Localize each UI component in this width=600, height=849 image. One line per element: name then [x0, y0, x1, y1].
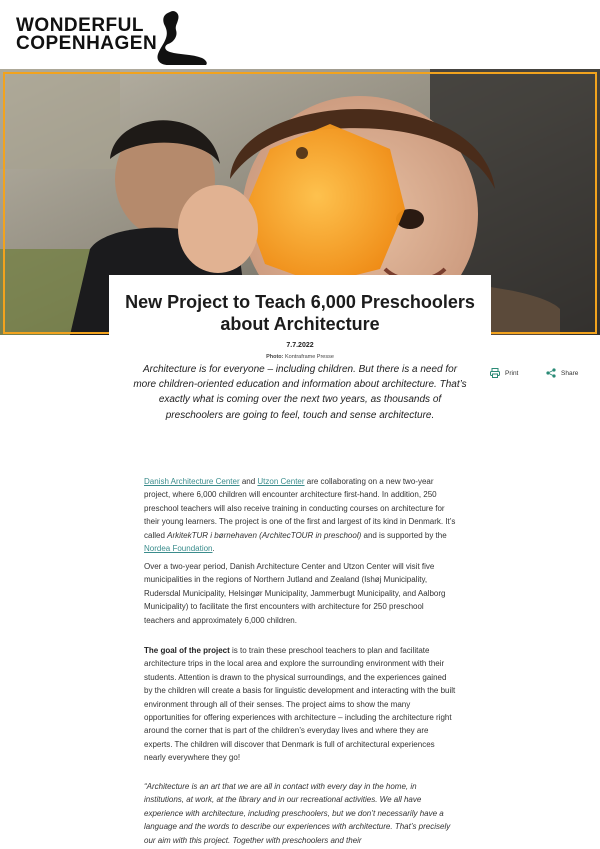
link-utzon-center[interactable]: Utzon Center — [257, 477, 305, 486]
share-button[interactable] — [546, 368, 578, 378]
p1-text-1: and — [239, 477, 258, 486]
logo-text-line1: WONDERFUL — [16, 15, 144, 36]
link-nordea-foundation[interactable]: Nordea Foundation — [144, 544, 213, 554]
photo-credit-name: Kontraframe Presse — [285, 354, 334, 360]
share-label: Share — [561, 369, 579, 377]
p3-text: is to train these preschool teachers to plan and facilitate architecture trips in the local area and explore the surrounding environment with their students. Attention is drawn to the physical surroundings, and the experiences gained by the children will create a basis for linguistic development and interacting with the built environment through all of their senses. The project aims to show the many opportunities for offering experiences with architecture – including the architecture right around the corner that is part of the children’s everyday lives and where they are experts. The children will discover that Denmark is full of architectural experiences nearly everywhere they go! — [144, 646, 456, 763]
p1-text-2: are collaborating on a new two-year project, where 6,000 children will encounter architecture first-hand. In addition, 250 preschool teachers will also receive training in conducting courses on architecture for their young learners. The project is one of the first and largest of its kind in Denmark. It’s called — [144, 477, 456, 540]
article-paragraph-1 — [144, 475, 456, 555]
print-button[interactable] — [490, 368, 518, 378]
print-label: Print — [505, 369, 519, 377]
article-paragraph-2: Over a two-year period, Danish Architecture Center and Utzon Center will visit five municipalities in the regions of Northern Jutland and Zealand (Ishøj Municipality, Rudersdal Municipality, Helsingør Municipality, Jammerbugt Municipality, and Aalborg Municipality) to facilitate the first encounters with architecture for 250 preschool teachers and approximately 6,000 children. — [144, 562, 446, 625]
photo-credit — [0, 354, 600, 360]
print-icon — [490, 368, 500, 378]
article-paragraph-3 — [144, 644, 456, 765]
article-quote: “Architecture is an art that we are all in contact with every day in the home, in institutions, at work, at the library and in our recreational activities. We all have experience with architecture, including preschoolers, but we don’t necessarily have a language and the words to describe our experiences with architecture. That’s precisely our aim with this project. Together with preschoolers and their — [144, 782, 451, 845]
article-tools — [490, 368, 590, 384]
article-lead: Architecture is for everyone – including children. But there is a need for more children-oriented education and information about architecture. That’s exactly what is coming over the next two years, as thousands of preschoolers are going to feel, touch and sense architecture. — [133, 364, 467, 421]
p1-text-4: . — [212, 544, 215, 554]
goal-heading: The goal of the project — [144, 646, 230, 655]
little-mermaid-icon — [148, 8, 212, 66]
article-date: 7.7.2022 — [286, 342, 314, 349]
wonderful-copenhagen-logo[interactable] — [16, 8, 216, 66]
photo-label: Photo: — [266, 354, 284, 360]
logo-text-line2: COPENHAGEN — [16, 33, 158, 54]
site-header — [0, 0, 600, 68]
share-icon — [546, 368, 556, 378]
title-card — [109, 275, 491, 341]
article-title: New Project to Teach 6,000 Preschoolers about Architecture — [125, 292, 475, 334]
p1-text-3: and is supported by the — [361, 530, 447, 540]
link-danish-architecture-center[interactable]: Danish Architecture Center — [144, 477, 240, 486]
project-name: ArkitekTUR i børnehaven (ArchitecTOUR in preschool) — [167, 530, 362, 540]
